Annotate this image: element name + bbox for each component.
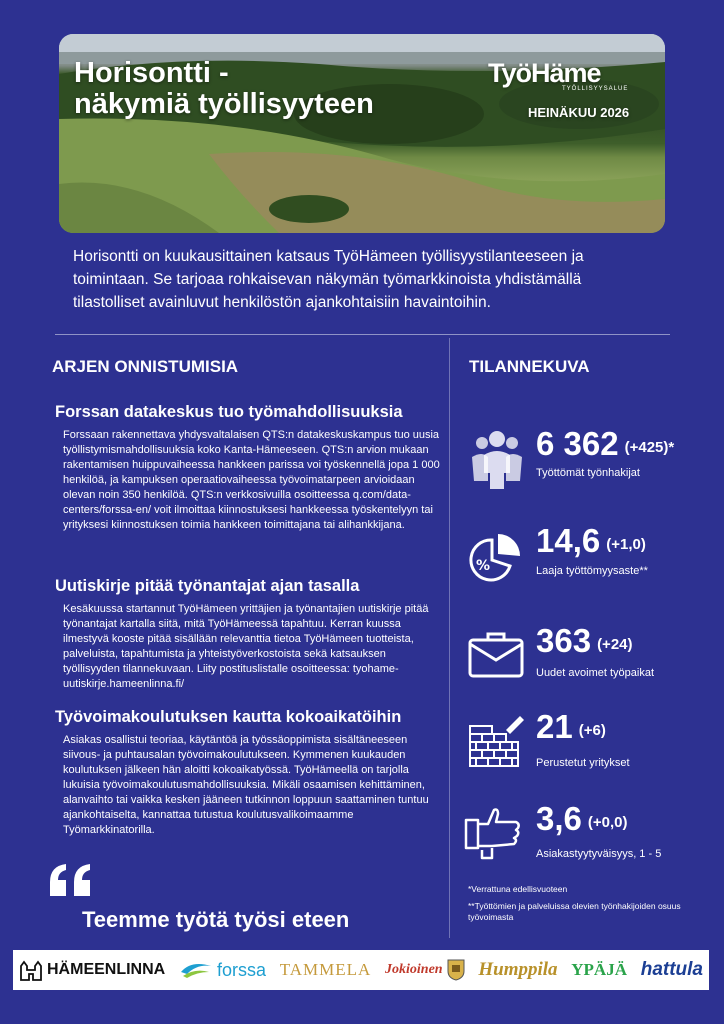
divider-horizontal — [55, 334, 670, 335]
logo-forssa[interactable] — [179, 960, 266, 981]
thumbs-up-icon — [462, 800, 532, 870]
stat-change: (+0,0) — [587, 814, 628, 831]
stat-value — [536, 425, 674, 463]
logo-text: TAMMELA — [279, 960, 372, 979]
stat-change: (+6) — [578, 722, 606, 739]
stat-job-openings — [462, 622, 712, 702]
brand-subtitle: TYÖLLISYYSALUE — [562, 86, 629, 92]
logo-hameenlinna[interactable] — [19, 958, 165, 982]
logo-text: hattula — [640, 959, 703, 980]
stat-change: (+1,0) — [606, 536, 646, 553]
partner-logos-bar — [13, 950, 709, 990]
castle-icon — [19, 958, 43, 982]
brick-wall-icon — [462, 708, 532, 778]
stat-value — [536, 708, 606, 746]
stat-label: Asiakastyytyväisyys, 1 - 5 — [536, 848, 662, 860]
stat-label: Työttömät työnhakijat — [536, 467, 640, 479]
section-title-situation: TILANNEKUVA — [469, 357, 590, 376]
stat-new-companies — [462, 708, 712, 788]
stat-unemployment-rate — [462, 522, 712, 602]
stat-label: Perustetut yritykset — [536, 757, 630, 769]
logo-humppila[interactable] — [478, 959, 557, 981]
logo-ypaja[interactable] — [571, 960, 627, 980]
story-text: Forssaan rakennettava yhdysvaltalaisen QTS:n datakeskuskampus tuo uusia työllistymismahdollisuuksia koko Kanta-Hämeeseen. QTS:n arvion mukaan rakentamisen huippuvaiheessa hankkeen parissa voi työskennellä jopa 1 000 henkilöä, ja kampuksen operaatiovaiheessa työvoimatarpeen arvioidaan olevan noin 350 henkilöä. QTS:n verkkosivuilla osoitteessa q.com/data-centers/forssa-en/ voit ilmoittaa kiinnostuksesi hankkeessa työskentelyyn tai yrityksesi kiinnostuksen toimia hankkeen toimittajana tai alihankkijana. — [63, 429, 440, 531]
story-title: Forssan datakeskus tuo työmahdollisuuksia — [55, 403, 403, 421]
svg-text:%: % — [476, 558, 491, 574]
coat-of-arms-icon — [447, 959, 465, 981]
stat-number: 21 — [536, 708, 573, 745]
logo-text: YPÄJÄ — [571, 960, 627, 979]
story-datacenter — [55, 403, 440, 533]
slogan: Teemme työtä työsi eteen — [82, 907, 350, 932]
intro-text: Horisontti on kuukausittainen katsaus TyöHämeen työllisyystilanteeseen ja toimintaan. Se tarjoaa rohkaisevan näkymän työmarkkinoista yhdistämällä tilastolliset avainluvut henkilöstön ajankohtaisiin havaintoihin. — [73, 248, 584, 311]
stat-change: (+425)* — [624, 439, 675, 456]
story-title: Työvoimakoulutuksen kautta kokoaikatöihin — [55, 708, 402, 726]
stat-number: 14,6 — [536, 522, 601, 559]
logo-tammela[interactable] — [280, 960, 372, 980]
people-icon — [462, 425, 532, 495]
story-text: Asiakas osallistui teoriaa, käytäntöä ja työssäoppimista sisältäneeseen siivous- ja puhtausalan työvoimakoulutukseen. Kymmenen kuukauden koulutuksen jälkeen hän aloitti kokoaikatyössä. TyöHämeellä on tarjolla lukuisia työvoimakoulutusmahdollisuuksia. Mikäli osaamisen kehittäminen, alanvaihto tai vaikka kesken jääneen tutkinnon loppuun saattaminen tuntuu ajankohtaiselta, kannattaa tutustua koulutusvalikoimaamme Työmarkkinatorilla. — [63, 734, 429, 836]
page-title — [74, 58, 434, 120]
logo-text: Jokioinen — [385, 962, 443, 977]
stat-value — [536, 522, 646, 560]
stat-unemployed — [462, 425, 712, 505]
stat-satisfaction — [462, 800, 712, 880]
briefcase-icon — [462, 622, 532, 692]
issue-date: HEINÄKUU 2026 — [528, 105, 630, 120]
stat-label: Laaja työttömyysaste** — [536, 565, 648, 577]
story-text: Kesäkuussa startannut TyöHämeen yrittäjien ja työnantajien uutiskirje pitää työnantajat kartalla siitä, mitä TyöHämeessä tapahtuu. Kerran kuussa ilmestyvä kooste pitää sisällään relevanttia tietoa TyöHämeen tuotteista, palveluista, tapahtumista ja yhteistyöverkostoista sekä katsauksen työllisyyden tilannekuvaan. Liity postituslistalle osoitteessa: tyohame-uutiskirje.hameenlinna.fi/ — [63, 603, 429, 690]
divider-vertical — [449, 338, 450, 938]
brand-logo — [488, 58, 648, 120]
stat-value — [536, 622, 633, 660]
quote-icon — [48, 862, 96, 902]
story-newsletter — [55, 577, 440, 692]
forssa-swoosh-icon — [179, 960, 213, 980]
section-title-successes: ARJEN ONNISTUMISIA — [52, 357, 239, 376]
logo-text: forssa — [216, 959, 266, 980]
footnote-comparison: *Verrattuna edellisvuoteen — [468, 884, 568, 894]
stat-number: 3,6 — [536, 800, 582, 837]
footnote-definition: **Työttömien ja palveluissa olevien työnhakijoiden osuus työvoimasta — [468, 901, 681, 922]
logo-text: HÄMEENLINNA — [47, 961, 166, 978]
logo-text: Humppila — [478, 959, 558, 980]
brand-name: TyöHäme — [488, 58, 601, 88]
title-line-2: näkymiä työllisyyteen — [74, 88, 374, 120]
percent-pie-icon — [462, 522, 532, 592]
logo-jokioinen[interactable] — [385, 959, 465, 981]
story-training — [55, 708, 440, 838]
stat-change: (+24) — [597, 636, 633, 653]
stat-label: Uudet avoimet työpaikat — [536, 667, 655, 679]
title-line-1: Horisontti - — [74, 57, 229, 89]
stat-value — [536, 800, 627, 838]
story-title: Uutiskirje pitää työnantajat ajan tasalla — [55, 577, 360, 595]
stat-number: 6 362 — [536, 425, 619, 462]
stat-number: 363 — [536, 622, 592, 659]
logo-hattula[interactable] — [641, 959, 703, 981]
